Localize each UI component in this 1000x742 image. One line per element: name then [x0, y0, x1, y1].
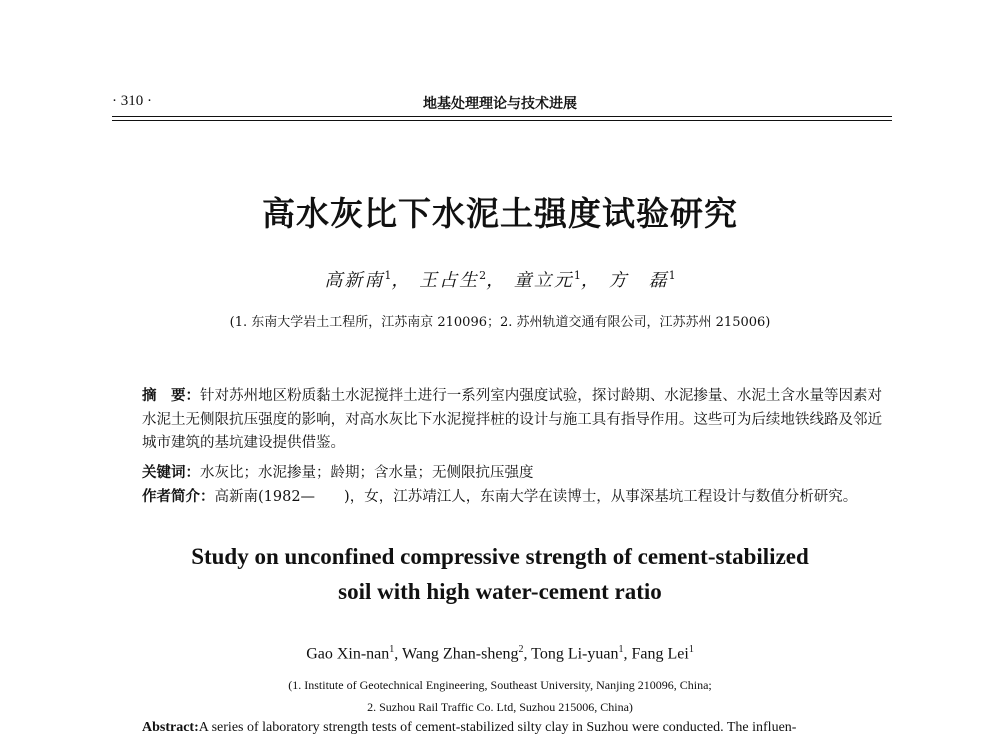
- english-author-name: Gao Xin-nan: [306, 645, 390, 663]
- author-affiliation-mark: 1: [688, 644, 694, 655]
- chinese-authors: [0, 266, 1000, 292]
- english-title-line: Study on unconfined compressive strength of cement-stabilized: [191, 544, 809, 569]
- author-separator: ,: [523, 645, 532, 663]
- keywords-text: 水灰比；水泥掺量；龄期；含水量；无侧限抗压强度: [200, 465, 534, 481]
- author-affiliation-mark: 1: [384, 269, 392, 282]
- chinese-author-name: 高新南: [324, 270, 385, 291]
- abstract-label: 摘 要：: [142, 388, 201, 404]
- author-affiliation-mark: 1: [573, 269, 581, 282]
- author-separator: ，: [486, 270, 507, 291]
- chinese-affiliation: (1. 东南大学岩土工程所，江苏南京 210096；2. 苏州轨道交通有限公司，江苏苏州 215006): [229, 315, 771, 330]
- abstract-text: 针对苏州地区粉质黏土水泥搅拌土进行一系列室内强度试验，探讨龄期、水泥掺量、水泥土含水量等因素对水泥土无侧限抗压强度的影响，对高水灰比下水泥搅拌桩的设计与施工具有指导作用。这些可为后续地铁线路及邻近城市建筑的基坑建设提供借鉴。: [142, 388, 883, 451]
- english-author-name: Tong Li-yuan: [531, 645, 619, 663]
- english-author-name: Wang Zhan-sheng: [402, 645, 519, 663]
- author-bio-text: 高新南(1982— )，女，江苏靖江人，东南大学在读博士，从事深基坑工程设计与数值分析研究。: [214, 489, 858, 505]
- english-authors: [0, 644, 1000, 663]
- author-separator: ,: [623, 645, 632, 663]
- author-affiliation-mark: 1: [618, 644, 624, 655]
- author-separator: ，: [580, 270, 601, 291]
- chinese-author-name: 王占生: [419, 270, 480, 291]
- chinese-abstract: [142, 385, 882, 456]
- author-affiliation-mark: 2: [479, 269, 487, 282]
- english-author-name: Fang Lei: [631, 645, 689, 663]
- chinese-author-name: 童立元: [513, 270, 574, 291]
- header-rule-thin: [112, 120, 892, 121]
- english-affiliation-line: 2. Suzhou Rail Traffic Co. Ltd, Suzhou 215006, China): [367, 700, 633, 714]
- author-affiliation-mark: 1: [668, 269, 676, 282]
- author-affiliation-mark: 1: [389, 644, 395, 655]
- chinese-title: 高水灰比下水泥土强度试验研究: [262, 194, 738, 233]
- header-rule-thick: [112, 116, 892, 117]
- chinese-author-name: 方 磊: [608, 270, 669, 291]
- english-title: [0, 539, 1000, 609]
- english-title-line: soil with high water-cement ratio: [338, 579, 662, 604]
- abstract-text: A series of laboratory strength tests of cement-stabilized silty clay in Suzhou were conducted. The influen-: [198, 720, 797, 735]
- author-affiliation-mark: 2: [518, 644, 524, 655]
- author-bio: [142, 486, 882, 510]
- author-separator: ，: [391, 270, 412, 291]
- english-affiliation-line: (1. Institute of Geotechnical Engineering, Southeast University, Nanjing 210096, China;: [288, 678, 712, 692]
- author-bio-label: 作者简介：: [142, 489, 215, 505]
- author-separator: ,: [394, 645, 402, 663]
- keywords-label: 关键词：: [142, 465, 200, 481]
- chinese-keywords: [142, 462, 882, 486]
- english-abstract: [142, 720, 882, 736]
- running-header-title: 地基处理理论与技术进展: [423, 96, 577, 112]
- page-number: · 310 ·: [112, 93, 152, 109]
- abstract-label: Abstract:: [142, 720, 199, 735]
